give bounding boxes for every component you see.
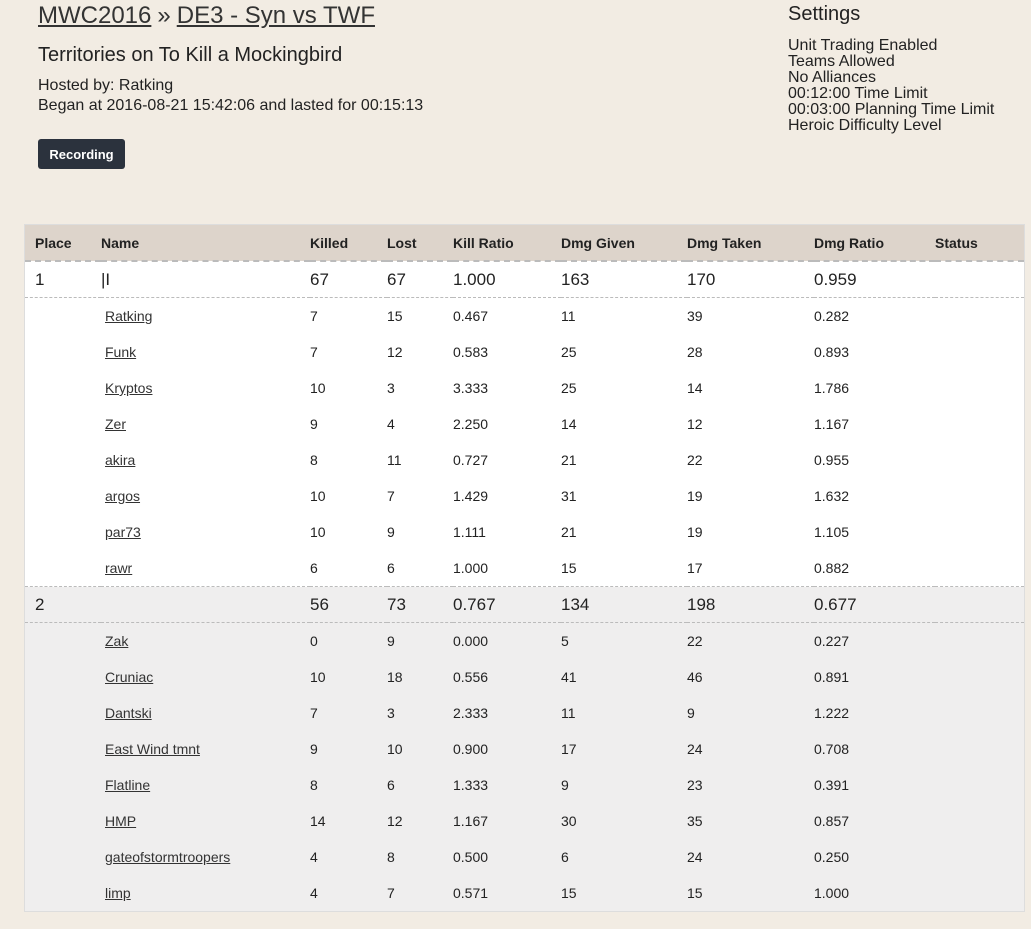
- player-row: [25, 370, 1024, 406]
- player-name-link[interactable]: Flatline: [105, 777, 151, 793]
- player-status-cell: [935, 623, 1024, 660]
- setting-item: Heroic Difficulty Level: [788, 117, 942, 134]
- player-name-cell: [101, 731, 310, 767]
- player-dmg-ratio-cell: 1.632: [814, 488, 850, 504]
- player-status-cell: [935, 803, 1024, 839]
- player-dmg-given-cell: 17: [561, 741, 577, 757]
- player-dmg-taken-cell: 14: [687, 380, 703, 396]
- player-kill-ratio-cell: 0.571: [453, 885, 489, 901]
- player-kill-ratio-cell: 2.250: [453, 416, 489, 432]
- player-dmg-taken-cell: 9: [687, 705, 695, 721]
- player-row: [25, 803, 1024, 839]
- player-name-link[interactable]: Dantski: [105, 705, 152, 721]
- player-name-link[interactable]: Zer: [105, 416, 126, 432]
- player-dmg-taken-cell: 39: [687, 308, 703, 324]
- player-row: [25, 550, 1024, 587]
- player-name-cell: [101, 550, 310, 587]
- player-killed-cell: 10: [310, 524, 326, 540]
- player-kill-ratio-cell: 1.429: [453, 488, 489, 504]
- team-group: [25, 261, 1024, 587]
- player-status-cell: [935, 550, 1024, 587]
- player-name-link[interactable]: limp: [105, 885, 131, 901]
- player-dmg-ratio-cell: 0.955: [814, 452, 850, 468]
- player-dmg-given-cell: 30: [561, 813, 577, 829]
- team-kill-ratio-cell: 1.000: [453, 261, 561, 298]
- player-lost-cell: 9: [387, 524, 395, 540]
- team-kill-ratio-cell: 0.767: [453, 587, 561, 623]
- table-header-row: [25, 225, 1024, 261]
- player-lost-cell: 6: [387, 560, 395, 576]
- column-header-dmg-ratio: Dmg Ratio: [814, 225, 935, 261]
- player-status-cell: [935, 442, 1024, 478]
- team-summary-row: [25, 587, 1024, 623]
- player-dmg-ratio-cell: 1.000: [814, 885, 850, 901]
- player-status-cell: [935, 767, 1024, 803]
- player-row: [25, 767, 1024, 803]
- team-place-cell: 1: [25, 261, 101, 298]
- player-name-link[interactable]: par73: [105, 524, 141, 540]
- column-header-name: Name: [101, 225, 310, 261]
- column-header-place: Place: [25, 225, 101, 261]
- player-killed-cell: 14: [310, 813, 326, 829]
- player-kill-ratio-cell: 1.111: [453, 524, 486, 540]
- player-dmg-given-cell: 25: [561, 380, 577, 396]
- player-dmg-given-cell: 6: [561, 849, 569, 865]
- team-killed-cell: 56: [310, 587, 387, 623]
- team-dmg-taken-cell: 170: [687, 261, 814, 298]
- player-kill-ratio-cell: 0.000: [453, 633, 489, 649]
- player-dmg-given-cell: 21: [561, 524, 577, 540]
- player-place-cell: [25, 334, 101, 370]
- player-name-cell: [101, 478, 310, 514]
- breadcrumb-link-match[interactable]: DE3 - Syn vs TWF: [176, 2, 375, 29]
- player-status-cell: [935, 370, 1024, 406]
- player-name-link[interactable]: East Wind tmnt: [105, 741, 200, 757]
- player-dmg-given-cell: 5: [561, 633, 569, 649]
- player-killed-cell: 9: [310, 416, 318, 432]
- setting-item: Teams Allowed: [788, 53, 895, 70]
- player-row: [25, 514, 1024, 550]
- player-name-link[interactable]: Ratking: [105, 308, 153, 324]
- player-place-cell: [25, 550, 101, 587]
- began-at-text: Began at 2016-08-21 15:42:06 and lasted for 00:15:13: [38, 97, 424, 114]
- player-kill-ratio-cell: 0.556: [453, 669, 489, 685]
- player-lost-cell: 12: [387, 813, 403, 829]
- team-place-cell: 2: [25, 587, 101, 623]
- player-dmg-ratio-cell: 0.893: [814, 344, 850, 360]
- player-kill-ratio-cell: 1.167: [453, 813, 489, 829]
- player-dmg-taken-cell: 17: [687, 560, 703, 576]
- team-dmg-given-cell: 134: [561, 587, 687, 623]
- player-place-cell: [25, 406, 101, 442]
- player-dmg-given-cell: 15: [561, 560, 577, 576]
- setting-item: No Alliances: [788, 69, 877, 86]
- settings-panel: [788, 3, 994, 134]
- player-name-cell: [101, 334, 310, 370]
- player-place-cell: [25, 370, 101, 406]
- player-name-cell: [101, 659, 310, 695]
- player-status-cell: [935, 875, 1024, 911]
- player-lost-cell: 9: [387, 633, 395, 649]
- player-killed-cell: 8: [310, 777, 318, 793]
- column-header-status: Status: [935, 225, 1024, 261]
- player-place-cell: [25, 875, 101, 911]
- player-row: [25, 839, 1024, 875]
- player-name-link[interactable]: akira: [105, 452, 136, 468]
- hosted-by-text: Hosted by: Ratking: [38, 77, 174, 94]
- player-kill-ratio-cell: 0.467: [453, 308, 489, 324]
- team-dmg-ratio-cell: 0.677: [814, 587, 935, 623]
- team-summary-row: [25, 261, 1024, 298]
- player-lost-cell: 18: [387, 669, 403, 685]
- player-dmg-given-cell: 9: [561, 777, 569, 793]
- player-status-cell: [935, 478, 1024, 514]
- player-status-cell: [935, 731, 1024, 767]
- player-row: [25, 875, 1024, 911]
- player-dmg-taken-cell: 22: [687, 633, 703, 649]
- column-header-killed: Killed: [310, 225, 387, 261]
- column-header-dmg-given: Dmg Given: [561, 225, 687, 261]
- player-lost-cell: 3: [387, 705, 395, 721]
- column-header-dmg-taken: Dmg Taken: [687, 225, 814, 261]
- player-killed-cell: 7: [310, 344, 318, 360]
- player-dmg-taken-cell: 12: [687, 416, 703, 432]
- player-dmg-taken-cell: 46: [687, 669, 703, 685]
- player-dmg-taken-cell: 23: [687, 777, 703, 793]
- player-name-cell: [101, 514, 310, 550]
- player-killed-cell: 0: [310, 633, 318, 649]
- player-name-link[interactable]: argos: [105, 488, 141, 504]
- player-lost-cell: 3: [387, 380, 395, 396]
- player-lost-cell: 6: [387, 777, 395, 793]
- player-name-cell: [101, 370, 310, 406]
- player-dmg-ratio-cell: 1.167: [814, 416, 850, 432]
- player-dmg-taken-cell: 19: [687, 524, 703, 540]
- player-dmg-ratio-cell: 0.282: [814, 308, 850, 324]
- player-dmg-ratio-cell: 0.391: [814, 777, 850, 793]
- player-dmg-given-cell: 15: [561, 885, 577, 901]
- player-place-cell: [25, 731, 101, 767]
- player-dmg-ratio-cell: 0.227: [814, 633, 850, 649]
- setting-item: 00:12:00 Time Limit: [788, 85, 928, 102]
- player-row: [25, 334, 1024, 370]
- player-name-link[interactable]: Cruniac: [105, 669, 154, 685]
- player-dmg-given-cell: 11: [561, 308, 576, 324]
- team-dmg-given-cell: 163: [561, 261, 687, 298]
- column-header-kill-ratio: Kill Ratio: [453, 225, 561, 261]
- player-dmg-given-cell: 25: [561, 344, 577, 360]
- player-place-cell: [25, 442, 101, 478]
- player-name-link[interactable]: rawr: [105, 560, 133, 576]
- player-kill-ratio-cell: 1.333: [453, 777, 489, 793]
- player-dmg-ratio-cell: 0.857: [814, 813, 850, 829]
- player-kill-ratio-cell: 1.000: [453, 560, 489, 576]
- team-status-cell: [935, 261, 1024, 298]
- player-name-link[interactable]: gateofstormtroopers: [105, 849, 231, 865]
- player-place-cell: [25, 623, 101, 660]
- player-status-cell: [935, 514, 1024, 550]
- player-dmg-ratio-cell: 0.891: [814, 669, 850, 685]
- player-name-cell: [101, 839, 310, 875]
- player-dmg-taken-cell: 22: [687, 452, 703, 468]
- breadcrumb-separator: »: [157, 2, 171, 29]
- player-row: [25, 623, 1024, 660]
- player-place-cell: [25, 514, 101, 550]
- player-dmg-given-cell: 14: [561, 416, 577, 432]
- player-row: [25, 406, 1024, 442]
- player-row: [25, 298, 1024, 335]
- player-killed-cell: 4: [310, 885, 318, 901]
- player-dmg-given-cell: 41: [561, 669, 577, 685]
- player-dmg-taken-cell: 35: [687, 813, 703, 829]
- player-killed-cell: 10: [310, 669, 326, 685]
- player-lost-cell: 7: [387, 488, 395, 504]
- player-dmg-taken-cell: 15: [687, 885, 703, 901]
- player-lost-cell: 12: [387, 344, 403, 360]
- player-lost-cell: 10: [387, 741, 403, 757]
- player-killed-cell: 4: [310, 849, 318, 865]
- setting-item: Unit Trading Enabled: [788, 37, 938, 54]
- player-killed-cell: 10: [310, 380, 326, 396]
- results-table: [25, 225, 1024, 911]
- player-dmg-ratio-cell: 1.105: [814, 524, 850, 540]
- breadcrumb: [38, 2, 375, 30]
- player-name-cell: [101, 406, 310, 442]
- player-row: [25, 478, 1024, 514]
- player-dmg-given-cell: 31: [561, 488, 577, 504]
- player-dmg-ratio-cell: 1.786: [814, 380, 850, 396]
- player-dmg-ratio-cell: 0.250: [814, 849, 850, 865]
- team-name-cell: |I: [101, 261, 310, 298]
- player-place-cell: [25, 839, 101, 875]
- player-dmg-ratio-cell: 0.708: [814, 741, 850, 757]
- player-lost-cell: 15: [387, 308, 403, 324]
- recording-button[interactable]: Recording: [38, 139, 125, 169]
- column-header-lost: Lost: [387, 225, 453, 261]
- player-status-cell: [935, 406, 1024, 442]
- player-dmg-taken-cell: 28: [687, 344, 703, 360]
- team-lost-cell: 67: [387, 261, 453, 298]
- player-kill-ratio-cell: 0.500: [453, 849, 489, 865]
- player-dmg-taken-cell: 24: [687, 849, 703, 865]
- player-kill-ratio-cell: 0.900: [453, 741, 489, 757]
- team-dmg-taken-cell: 198: [687, 587, 814, 623]
- player-killed-cell: 7: [310, 308, 318, 324]
- player-lost-cell: 8: [387, 849, 395, 865]
- setting-item: 00:03:00 Planning Time Limit: [788, 101, 995, 118]
- team-name-cell: [101, 587, 310, 623]
- player-killed-cell: 7: [310, 705, 318, 721]
- settings-title: Settings: [788, 3, 861, 25]
- player-place-cell: [25, 803, 101, 839]
- team-group: [25, 587, 1024, 912]
- player-dmg-taken-cell: 19: [687, 488, 703, 504]
- player-name-cell: [101, 298, 310, 335]
- player-name-cell: [101, 442, 310, 478]
- player-name-cell: [101, 875, 310, 911]
- player-killed-cell: 6: [310, 560, 318, 576]
- player-lost-cell: 7: [387, 885, 395, 901]
- breadcrumb-link-event[interactable]: MWC2016: [38, 2, 152, 29]
- player-name-cell: [101, 623, 310, 660]
- player-row: [25, 659, 1024, 695]
- player-killed-cell: 8: [310, 452, 318, 468]
- player-kill-ratio-cell: 2.333: [453, 705, 489, 721]
- player-lost-cell: 4: [387, 416, 395, 432]
- player-row: [25, 695, 1024, 731]
- team-killed-cell: 67: [310, 261, 387, 298]
- player-place-cell: [25, 767, 101, 803]
- player-status-cell: [935, 839, 1024, 875]
- player-row: [25, 442, 1024, 478]
- player-place-cell: [25, 298, 101, 335]
- player-row: [25, 731, 1024, 767]
- player-name-cell: [101, 767, 310, 803]
- player-name-cell: [101, 803, 310, 839]
- player-dmg-taken-cell: 24: [687, 741, 703, 757]
- player-name-link[interactable]: Zak: [105, 633, 129, 649]
- player-name-cell: [101, 695, 310, 731]
- player-status-cell: [935, 298, 1024, 335]
- player-name-link[interactable]: Kryptos: [105, 380, 153, 396]
- player-name-link[interactable]: HMP: [105, 813, 137, 829]
- player-dmg-given-cell: 21: [561, 452, 577, 468]
- game-subtitle: Territories on To Kill a Mockingbird: [38, 44, 343, 66]
- player-status-cell: [935, 695, 1024, 731]
- team-dmg-ratio-cell: 0.959: [814, 261, 935, 298]
- player-status-cell: [935, 659, 1024, 695]
- player-lost-cell: 11: [387, 452, 402, 468]
- player-kill-ratio-cell: 0.583: [453, 344, 489, 360]
- player-name-link[interactable]: Funk: [105, 344, 137, 360]
- results-table-container: [24, 224, 1025, 912]
- team-lost-cell: 73: [387, 587, 453, 623]
- player-kill-ratio-cell: 0.727: [453, 452, 489, 468]
- player-status-cell: [935, 334, 1024, 370]
- player-dmg-given-cell: 11: [561, 705, 576, 721]
- team-status-cell: [935, 587, 1024, 623]
- player-dmg-ratio-cell: 1.222: [814, 705, 850, 721]
- player-place-cell: [25, 478, 101, 514]
- player-killed-cell: 10: [310, 488, 326, 504]
- player-kill-ratio-cell: 3.333: [453, 380, 489, 396]
- player-killed-cell: 9: [310, 741, 318, 757]
- player-dmg-ratio-cell: 0.882: [814, 560, 850, 576]
- player-place-cell: [25, 695, 101, 731]
- player-place-cell: [25, 659, 101, 695]
